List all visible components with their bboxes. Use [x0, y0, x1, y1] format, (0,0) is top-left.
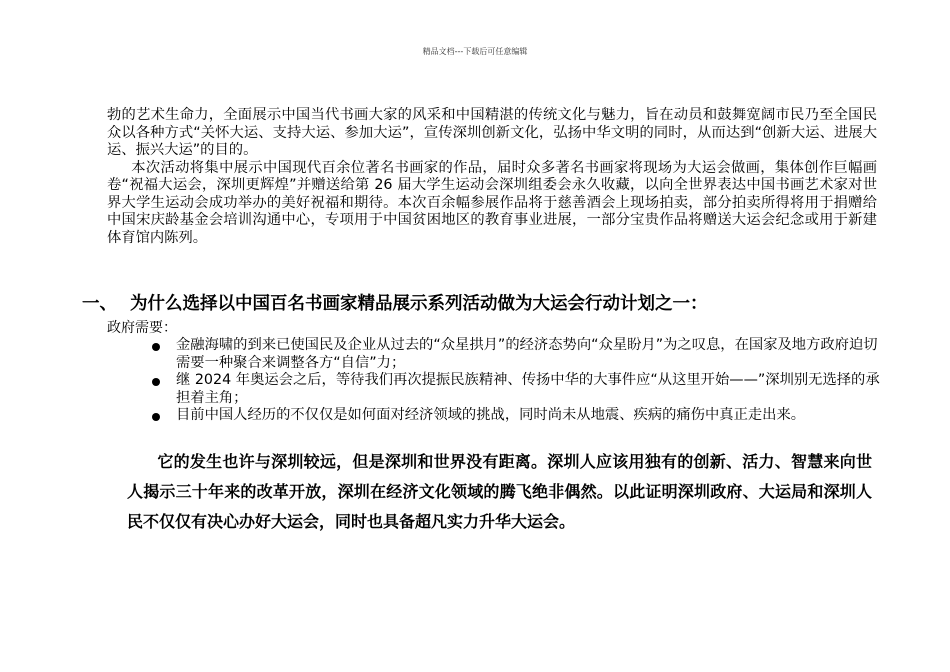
- section-number: 一、: [82, 294, 117, 314]
- conclusion-text: 它的发生也许与深圳较远，但是深圳和世界没有距离。深圳人应该用独有的创新、活力、智慧来向世人揭示三十年来的改革开放，深圳在经济文化领域的腾飞绝非偶然。以此证明深圳政府、大运局和深圳人民不仅仅有决心办好大运会，同时也具备超凡实力升华大运会。: [127, 452, 872, 531]
- list-item: [152, 407, 880, 425]
- conclusion-paragraph: [127, 447, 872, 537]
- section-title-text: 为什么选择以中国百名书画家精品展示系列活动做为大运会行动计划之一：: [130, 294, 708, 314]
- list-item: [152, 372, 880, 407]
- bullet-text: 继 2024 年奥运会之后，等待我们再次提振民族精神、传扬中华的大事件应“从这里开始——”深圳别无选择的承担着主角；: [176, 372, 880, 406]
- intro-paragraph-2: 本次活动将集中展示中国现代百余位著名书画家的作品，届时众多著名书画家将现场为大运会做画，集体创作巨幅画卷“祝福大运会，深圳更辉煌”并赠送给第 26 届大学生运动会深圳组委会永久收藏，以向全世界表达中国书画艺术家对世界大学生运动会成功举办的美好祝福和期待。本次百余幅参展作品将于慈善酒会上现场拍卖，部分拍卖所得将用于捐赠给中国宋庆龄基金会培训沟通中心，专项用于中国贫困地区的教育事业进展，一部分宝贵作品将赠送大运会纪念或用于新建体育馆内陈列。: [107, 159, 877, 246]
- needs-bullet-list: [152, 337, 880, 425]
- list-item: [152, 337, 880, 372]
- government-needs-label: 政府需要：: [107, 320, 177, 336]
- bullet-dot-icon: [152, 343, 160, 351]
- bullet-text: 金融海啸的到来已使国民及企业从过去的“众星拱月”的经济态势向“众星盼月”为之叹息，在国家及地方政府迫切需要一种聚合来调整各方“自信”力；: [176, 337, 878, 371]
- page-header: 精品文档---下载后可任意编辑: [422, 47, 528, 56]
- bullet-dot-icon: [152, 413, 160, 421]
- intro-section: [107, 107, 877, 247]
- bullet-dot-icon: [152, 378, 160, 386]
- bullet-text: 目前中国人经历的不仅仅是如何面对经济领域的挑战，同时尚未从地震、疾病的痛伤中真正走出来。: [176, 407, 806, 424]
- intro-paragraph-1: 勃的艺术生命力，全面展示中国当代书画大家的风采和中国精湛的传统文化与魅力，旨在动员和鼓舞宽阔市民乃至全国民众以各种方式“关怀大运、支持大运、参加大运”，宣传深圳创新文化，弘扬中华文明的同时，从而达到“创新大运、进展大运、振兴大运”的目的。: [107, 107, 877, 158]
- section-heading: [82, 290, 902, 315]
